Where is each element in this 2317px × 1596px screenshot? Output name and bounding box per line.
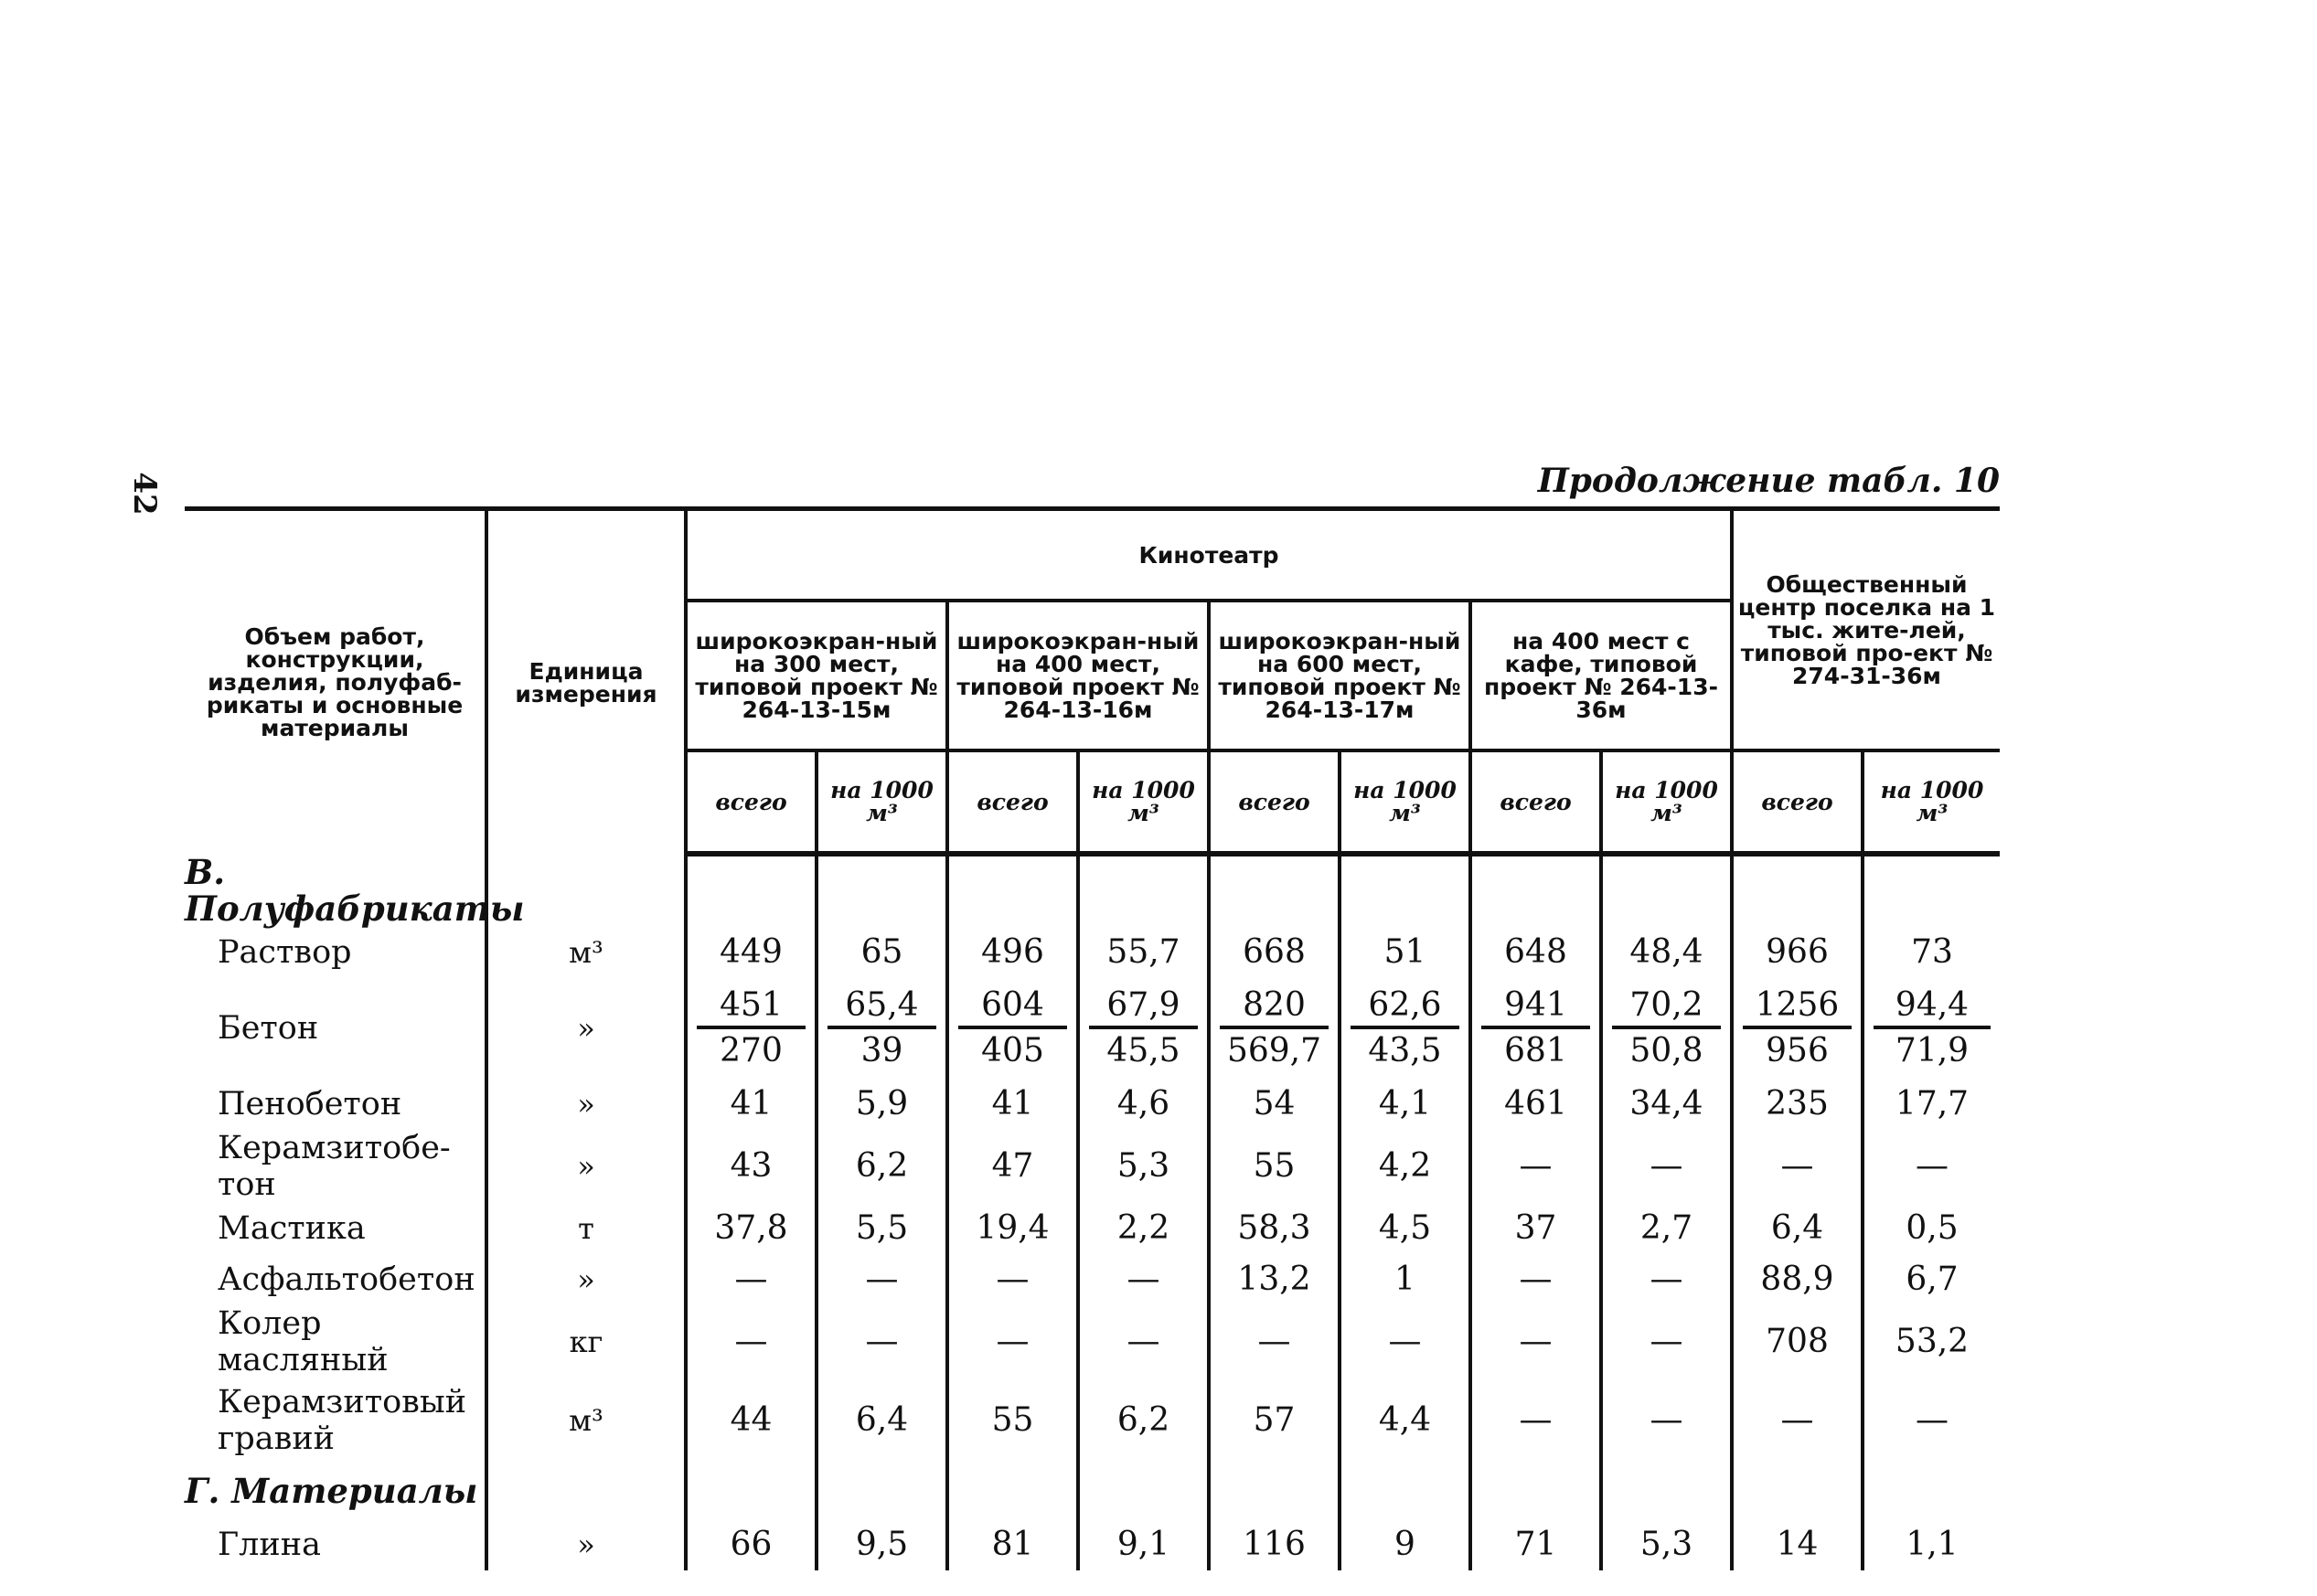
value-cell: 13,2 <box>1209 1254 1340 1305</box>
value-denominator: 405 <box>981 1032 1044 1069</box>
value-cell <box>947 978 1078 1079</box>
row-name: Керамзитовый гравий <box>218 1384 467 1457</box>
empty-cell <box>1732 1463 1863 1519</box>
value-cell <box>1863 978 2000 1079</box>
value-cell: — <box>1470 1305 1601 1378</box>
value-cell: 6,4 <box>817 1378 947 1463</box>
value-cell: — <box>1078 1254 1209 1305</box>
empty-cell <box>1470 1463 1601 1519</box>
empty-cell <box>947 854 1078 927</box>
value-cell: 55 <box>947 1378 1078 1463</box>
row-unit: » <box>486 1130 686 1203</box>
value-cell: 5,9 <box>817 1079 947 1130</box>
value-numerator: 604 <box>958 987 1067 1029</box>
header-cinema-400: широкоэкран-ный на 400 мест, типовой проект № 264-13-16м <box>947 601 1209 750</box>
value-cell: 14 <box>1732 1519 1863 1570</box>
value-cell: 4,2 <box>1340 1130 1470 1203</box>
row-label <box>185 1130 486 1203</box>
section-title: В. Полуфабрикаты <box>185 852 525 929</box>
value-cell: 235 <box>1732 1079 1863 1130</box>
value-cell: 57 <box>1209 1378 1340 1463</box>
table-row <box>185 978 2000 1079</box>
value-cell: — <box>1470 1130 1601 1203</box>
data-table-container <box>185 506 2000 1570</box>
row-name: Керамзитобе-тон <box>218 1130 451 1203</box>
value-cell: 88,9 <box>1732 1254 1863 1305</box>
section-row <box>185 1463 2000 1519</box>
value-numerator: 70,2 <box>1612 987 1721 1029</box>
table-row <box>185 1130 2000 1203</box>
row-unit: т <box>486 1203 686 1254</box>
empty-cell <box>1340 1463 1470 1519</box>
empty-cell <box>817 854 947 927</box>
value-cell: — <box>686 1305 817 1378</box>
value-cell: 9 <box>1340 1519 1470 1570</box>
value-cell: 708 <box>1732 1305 1863 1378</box>
header-cinema: Кинотеатр <box>686 511 1732 601</box>
header-cinema-600: широкоэкран-ный на 600 мест, типовой проект № 264-13-17м <box>1209 601 1470 750</box>
value-cell: 966 <box>1732 927 1863 978</box>
value-cell: — <box>686 1254 817 1305</box>
header-public-center: Общественный центр поселка на 1 тыс. жите-лей, типовой про-ект № 274-31-36м <box>1732 511 2000 750</box>
value-cell: — <box>1732 1130 1863 1203</box>
value-denominator: 39 <box>860 1032 903 1069</box>
row-unit: м³ <box>486 927 686 978</box>
header-cinema-300: широкоэкран-ный на 300 мест, типовой проект № 264-13-15м <box>686 601 947 750</box>
value-cell <box>1601 978 1732 1079</box>
empty-cell <box>1863 854 2000 927</box>
row-unit: кг <box>486 1305 686 1378</box>
value-cell: 55,7 <box>1078 927 1209 978</box>
value-cell: 44 <box>686 1378 817 1463</box>
value-cell: — <box>1601 1130 1732 1203</box>
empty-cell <box>1078 854 1209 927</box>
value-cell: 54 <box>1209 1079 1340 1130</box>
value-cell: 37 <box>1470 1203 1601 1254</box>
value-cell: — <box>1601 1254 1732 1305</box>
value-cell: 2,7 <box>1601 1203 1732 1254</box>
value-numerator: 451 <box>697 987 806 1029</box>
header-cinema-400-cafe: на 400 мест с кафе, типовой проект № 264-13-36м <box>1470 601 1732 750</box>
value-cell: 48,4 <box>1601 927 1732 978</box>
value-cell: 71 <box>1470 1519 1601 1570</box>
value-cell: — <box>817 1305 947 1378</box>
header-total: всего <box>1470 750 1601 854</box>
value-cell: — <box>1470 1378 1601 1463</box>
value-cell <box>1340 978 1470 1079</box>
page-number: 42 <box>126 472 163 516</box>
empty-cell <box>1078 1463 1209 1519</box>
value-cell: — <box>1732 1378 1863 1463</box>
value-cell: — <box>1078 1305 1209 1378</box>
value-cell: 1 <box>1340 1254 1470 1305</box>
value-denominator: 569,7 <box>1226 1032 1322 1069</box>
value-cell: 17,7 <box>1863 1079 2000 1130</box>
header-unit: Единица измерения <box>486 511 686 854</box>
row-label <box>185 978 486 1079</box>
value-cell: — <box>1209 1305 1340 1378</box>
row-label <box>185 1203 486 1254</box>
value-cell: 2,2 <box>1078 1203 1209 1254</box>
value-cell <box>1209 978 1340 1079</box>
header-per-1000: на 1000 м³ <box>1340 750 1470 854</box>
value-cell: 4,5 <box>1340 1203 1470 1254</box>
table-row <box>185 1519 2000 1570</box>
value-cell: 66 <box>686 1519 817 1570</box>
value-cell: — <box>1340 1305 1470 1378</box>
row-label <box>185 1378 486 1463</box>
value-cell: — <box>1470 1254 1601 1305</box>
header-per-1000: на 1000 м³ <box>1601 750 1732 854</box>
value-cell: 9,5 <box>817 1519 947 1570</box>
empty-cell <box>1209 1463 1340 1519</box>
value-cell: 73 <box>1863 927 2000 978</box>
value-cell: 81 <box>947 1519 1078 1570</box>
value-cell: 4,6 <box>1078 1079 1209 1130</box>
value-cell: 55 <box>1209 1130 1340 1203</box>
row-unit: » <box>486 1079 686 1130</box>
header-total: всего <box>947 750 1078 854</box>
empty-cell <box>817 1463 947 1519</box>
header-per-1000: на 1000 м³ <box>1863 750 2000 854</box>
row-name: Асфальтобетон <box>218 1261 475 1298</box>
table-row <box>185 1203 2000 1254</box>
value-cell: 496 <box>947 927 1078 978</box>
value-denominator: 45,5 <box>1106 1032 1180 1069</box>
value-cell <box>1078 978 1209 1079</box>
value-cell: 449 <box>686 927 817 978</box>
value-cell: 6,7 <box>1863 1254 2000 1305</box>
value-cell: 65 <box>817 927 947 978</box>
value-denominator: 681 <box>1504 1032 1567 1069</box>
row-name: Пенобетон <box>218 1086 402 1123</box>
empty-cell <box>1732 854 1863 927</box>
row-name: Мастика <box>218 1210 366 1247</box>
value-numerator: 65,4 <box>828 987 936 1029</box>
table-row <box>185 1254 2000 1305</box>
empty-cell <box>1601 1463 1732 1519</box>
value-cell: 6,2 <box>817 1130 947 1203</box>
value-denominator: 43,5 <box>1368 1032 1442 1069</box>
section-row <box>185 854 2000 927</box>
value-numerator: 941 <box>1481 987 1590 1029</box>
value-cell: 41 <box>686 1079 817 1130</box>
row-label <box>185 1079 486 1130</box>
header-total: всего <box>1209 750 1340 854</box>
value-denominator: 50,8 <box>1629 1032 1703 1069</box>
value-numerator: 1256 <box>1743 987 1852 1029</box>
value-cell: 34,4 <box>1601 1079 1732 1130</box>
table-row <box>185 1305 2000 1378</box>
value-numerator: 67,9 <box>1089 987 1198 1029</box>
value-cell: 668 <box>1209 927 1340 978</box>
row-name: Колер масляный <box>218 1305 389 1378</box>
value-cell <box>686 978 817 1079</box>
value-cell: — <box>947 1305 1078 1378</box>
empty-cell <box>1863 1463 2000 1519</box>
value-cell: 47 <box>947 1130 1078 1203</box>
value-cell: 0,5 <box>1863 1203 2000 1254</box>
value-cell: — <box>1601 1378 1732 1463</box>
empty-cell <box>486 1463 686 1519</box>
header-per-1000: на 1000 м³ <box>1078 750 1209 854</box>
value-cell: 5,3 <box>1078 1130 1209 1203</box>
value-numerator: 62,6 <box>1351 987 1459 1029</box>
empty-cell <box>947 1463 1078 1519</box>
value-cell: 51 <box>1340 927 1470 978</box>
header-total: всего <box>1732 750 1863 854</box>
value-cell: 5,5 <box>817 1203 947 1254</box>
value-cell: 4,1 <box>1340 1079 1470 1130</box>
table-row <box>185 927 2000 978</box>
value-cell: 4,4 <box>1340 1378 1470 1463</box>
value-cell <box>1470 978 1601 1079</box>
value-cell: 116 <box>1209 1519 1340 1570</box>
row-label <box>185 927 486 978</box>
value-cell: 648 <box>1470 927 1601 978</box>
row-label <box>185 1305 486 1378</box>
header-work: Объем работ, конструкции, изделия, полуфаб-рикаты и основные материалы <box>206 623 464 741</box>
value-cell: 9,1 <box>1078 1519 1209 1570</box>
section-title: Г. Материалы <box>185 1471 478 1511</box>
value-cell <box>817 978 947 1079</box>
row-name: Глина <box>218 1527 321 1563</box>
value-cell: 37,8 <box>686 1203 817 1254</box>
value-cell: 41 <box>947 1079 1078 1130</box>
value-cell: 53,2 <box>1863 1305 2000 1378</box>
value-numerator: 820 <box>1220 987 1329 1029</box>
row-unit: » <box>486 1519 686 1570</box>
value-denominator: 956 <box>1766 1032 1829 1069</box>
value-cell: 6,2 <box>1078 1378 1209 1463</box>
row-unit: м³ <box>486 1378 686 1463</box>
value-cell <box>1732 978 1863 1079</box>
value-cell: — <box>1863 1130 2000 1203</box>
value-denominator: 71,9 <box>1895 1032 1970 1069</box>
value-cell: — <box>1601 1305 1732 1378</box>
empty-cell <box>1470 854 1601 927</box>
row-unit: » <box>486 978 686 1079</box>
value-cell: 5,3 <box>1601 1519 1732 1570</box>
row-label <box>185 1254 486 1305</box>
value-cell: — <box>817 1254 947 1305</box>
table-row <box>185 1378 2000 1463</box>
value-cell: — <box>1863 1378 2000 1463</box>
value-cell: 6,4 <box>1732 1203 1863 1254</box>
table-row <box>185 1079 2000 1130</box>
value-cell: 58,3 <box>1209 1203 1340 1254</box>
empty-cell <box>1209 854 1340 927</box>
empty-cell <box>1340 854 1470 927</box>
row-unit: » <box>486 1254 686 1305</box>
row-name: Раствор <box>218 934 352 971</box>
empty-cell <box>686 1463 817 1519</box>
value-cell: 19,4 <box>947 1203 1078 1254</box>
header-total: всего <box>686 750 817 854</box>
value-cell: — <box>947 1254 1078 1305</box>
value-numerator: 94,4 <box>1874 987 1991 1029</box>
value-cell: 1,1 <box>1863 1519 2000 1570</box>
value-cell: 461 <box>1470 1079 1601 1130</box>
empty-cell <box>1601 854 1732 927</box>
empty-cell <box>686 854 817 927</box>
header-per-1000: на 1000 м³ <box>817 750 947 854</box>
value-denominator: 270 <box>720 1032 783 1069</box>
value-cell: 43 <box>686 1130 817 1203</box>
data-table <box>185 506 2000 1570</box>
row-name: Бетон <box>218 1010 319 1047</box>
row-label <box>185 1519 486 1570</box>
table-caption: Продолжение табл. 10 <box>1537 462 2000 500</box>
